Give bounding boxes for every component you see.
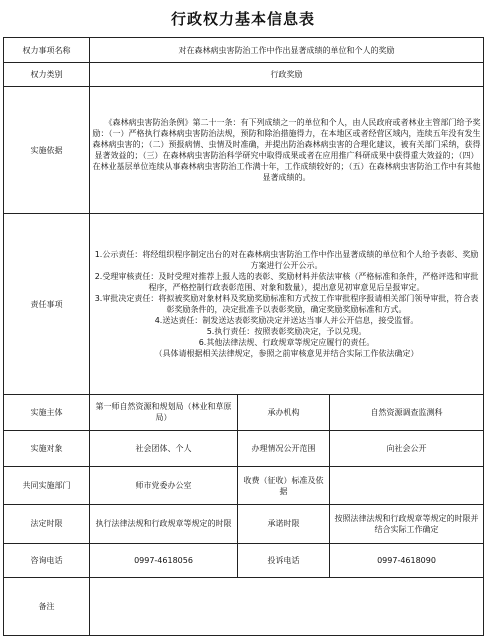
deadline-value: 执行法律法规和行政规章等规定的时限 — [90, 505, 238, 543]
row-responsibility — [4, 214, 484, 395]
joint-value: 师市党委办公室 — [90, 467, 238, 505]
complaint-phone-value: 0997-4618090 — [330, 543, 484, 577]
subject-value: 第一师自然资源和规划局（林业和草原局） — [90, 394, 238, 430]
row-basis — [4, 86, 484, 213]
row-category — [4, 63, 484, 86]
subject-label: 实施主体 — [4, 394, 90, 430]
agency-value: 自然资源调查监测科 — [330, 394, 484, 430]
row-target — [4, 430, 484, 466]
page-title: 行政权力基本信息表 — [170, 10, 315, 28]
row-item-name — [4, 38, 484, 63]
remark-value — [90, 577, 484, 635]
row-subject — [4, 394, 484, 430]
responsibility-line: 5.执行责任：按照表彰奖励决定，予以兑现。 — [206, 327, 367, 337]
responsibility-line: 1.公示责任：将经组织程序制定出台的对在森林病虫害防治工作中作出显著成绩的单位和个人给予表彰、奖励方案进行公开公示。 — [94, 250, 479, 271]
disclosure-value: 向社会公开 — [330, 430, 484, 466]
target-value: 社会团体、个人 — [90, 430, 238, 466]
responsibility-line: （具体请根据相关法律规定，参照之前审核意见并结合实际工作依法确定） — [154, 349, 419, 359]
remark-label: 备注 — [4, 577, 90, 635]
responsibility-line: 2.受理审核责任：及时受理对推荐上报人选的表彰、奖励材料并依法审核（严格标准和条件，严格评选和审批程序，严格控制行政表彰范围、对象和数量），提出意见初审意见后呈报审定。 — [94, 272, 479, 293]
basis-label: 实施依据 — [4, 86, 90, 213]
joint-label: 共同实施部门 — [4, 467, 90, 505]
basis-value: 《森林病虫害防治条例》第二十一条：有下列成绩之一的单位和个人，由人民政府或者林业主管部门给予奖励：（一）严格执行森林病虫害防治法规，预防和除治措施得力，在本地区或者经营区域内，连续五年没有发生森林病虫害的；（二）预报病情、虫情及时准确，并提出防治森林病虫害的合理化建议，被有关部门采纳，获得显著效益的；（三）在森林病虫害防治科学研究中取得成果或者在应用推广科研成果中获得重大效益的；（四）在林业基层单位连续从事森林病虫害防治工作满十年，工作成绩较好的；（五）在森林病虫害防治工作中有其他显著成绩的。 — [90, 86, 484, 213]
row-remark — [4, 577, 484, 635]
promise-value: 按照法律法规和行政规章等规定的时限并结合实际工作确定 — [330, 505, 484, 543]
info-table — [3, 37, 484, 636]
item-name-value: 对在森林病虫害防治工作中作出显著成绩的单位和个人的奖励 — [90, 38, 484, 63]
responsibility-line: 4.送达责任：制发送达表彰奖励决定并送达当事人并公开信息，接受监督。 — [154, 316, 419, 326]
disclosure-label: 办理情况公开范围 — [238, 430, 330, 466]
row-phone — [4, 543, 484, 577]
agency-label: 承办机构 — [238, 394, 330, 430]
promise-label: 承诺时限 — [238, 505, 330, 543]
responsibility-line: 6.其他法律法规、行政规章等规定应履行的责任。 — [198, 338, 375, 348]
responsibility-line: 3.审批决定责任：将拟被奖励对象材料及奖励奖励标准和方式按工作审批程序报请相关部门领导审批，符合表彰奖励条件的，决定批准予以表彰奖励，确定奖励奖励标准和方式。 — [94, 294, 479, 315]
responsibility-value — [90, 214, 484, 395]
row-joint — [4, 467, 484, 505]
fee-value — [330, 467, 484, 505]
target-label: 实施对象 — [4, 430, 90, 466]
row-deadline — [4, 505, 484, 543]
consult-phone-value: 0997-4618056 — [90, 543, 238, 577]
complaint-phone-label: 投诉电话 — [238, 543, 330, 577]
category-label: 权力类别 — [4, 63, 90, 86]
responsibility-label: 责任事项 — [4, 214, 90, 395]
consult-phone-label: 咨询电话 — [4, 543, 90, 577]
category-value: 行政奖励 — [90, 63, 484, 86]
item-name-label: 权力事项名称 — [4, 38, 90, 63]
deadline-label: 法定时限 — [4, 505, 90, 543]
fee-label: 收费（征收）标准及依据 — [238, 467, 330, 505]
